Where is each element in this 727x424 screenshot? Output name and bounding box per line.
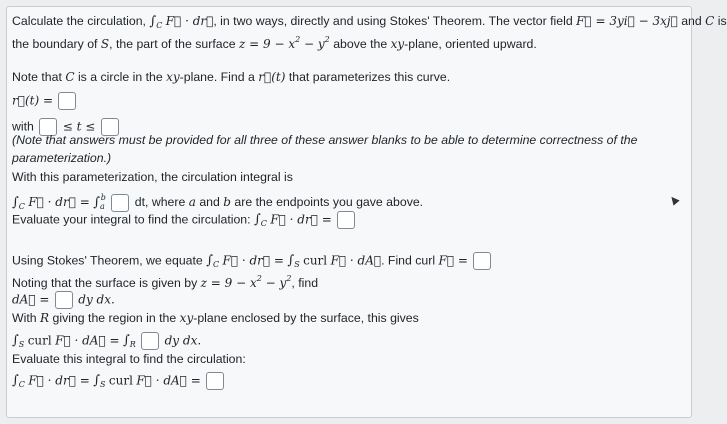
param-integral-line: $\int_C$ F⃗ · dr⃗ = $\int_a^b$ dt, where a and b are the endpoints you gave above. xyxy=(12,193,424,211)
dA-input[interactable] xyxy=(55,291,73,309)
with-R-text-2: giving the region in the xyxy=(52,311,177,325)
stokes-integral-line: $\int_S$ curl F⃗ · dA⃗ = $\int_R$ dy dx. xyxy=(12,333,202,350)
note-param: parameterization.) xyxy=(12,151,112,165)
note-circle-text: Note that xyxy=(12,70,62,84)
intro2-text-4: -plane, oriented upward. xyxy=(404,37,537,51)
noting-text: Noting that the surface is given by xyxy=(12,276,198,290)
dt-where-text: dt, where xyxy=(134,195,186,209)
intro2-text-2: , the part of the surface xyxy=(109,37,236,51)
stokes-text: Using Stokes' Theorem, we equate xyxy=(12,253,203,268)
note-circle-text-4: that parameterizes this curve. xyxy=(288,70,451,84)
dt-endpoints-text: are the endpoints you gave above. xyxy=(234,195,424,209)
integrand-input[interactable] xyxy=(111,194,129,212)
noting-line: Noting that the surface is given by $z = 9 - x^2 - y^2$, find xyxy=(12,274,319,290)
with-R-text-3: -plane enclosed by the surface, this gives xyxy=(193,311,419,325)
intro2-text-3: above the xyxy=(333,37,388,51)
noting-text-2: , find xyxy=(291,276,319,290)
curl-f-input[interactable] xyxy=(473,252,491,270)
dydx2-label: dy dx. xyxy=(164,333,202,348)
r-of-t-line xyxy=(12,92,78,110)
note-circle-text-2: is a circle in the xyxy=(77,70,163,84)
note-circle-text-3: -plane. Find a xyxy=(179,70,255,84)
with-R-text: With xyxy=(12,311,37,325)
evaluate-stokes-line: Evaluate this integral to find the circulation: xyxy=(12,352,246,366)
intro-line-1: Calculate the circulation, $\int_C$ F⃗ · dr⃗, in two ways, directly and using Stokes' Theorem. The vector field F⃗ = 3yi⃗ − 3xj⃗ and C is xyxy=(12,14,727,30)
intro-text: Calculate the circulation, xyxy=(12,14,146,28)
stokes-line: Using Stokes' Theorem, we equate $\int_C$ F⃗ · dr⃗ = $\int_S$ curl F⃗ · dA⃗. Find curl F⃗ = xyxy=(12,252,493,272)
intro-text-2: , in two ways, directly and using Stokes' Theorem. The vector field xyxy=(213,14,573,28)
intro-text-4: is xyxy=(717,14,727,28)
stokes-integrand-input[interactable] xyxy=(141,332,159,350)
t-range-label: ≤ t ≤ xyxy=(62,119,96,134)
note-all-three: (Note that answers must be provided for all three of these answer blanks to be able to determine correctness of the xyxy=(12,133,638,147)
intro-text-3: and xyxy=(681,14,702,28)
dA-label: dA⃗ = xyxy=(12,292,50,307)
dt-and-text: and xyxy=(199,195,220,209)
intro-line-2: the boundary of S, the part of the surface $z = 9 - x^2 - y^2$ above the xy-plane, oriented upward. xyxy=(12,35,537,51)
note-circle-line: Note that C is a circle in the xy-plane. Find a r⃗(t) that parameterizes this curve. xyxy=(12,70,451,84)
r-of-t-input[interactable] xyxy=(58,92,76,110)
intro2-text: the boundary of xyxy=(12,37,98,51)
dA-line xyxy=(12,291,115,309)
final-circulation-line: $\int_C$ F⃗ · dr⃗ = $\int_S$ curl F⃗ · dA⃗ = xyxy=(12,372,226,392)
with-label: with xyxy=(12,119,34,134)
r-of-t-label: r⃗(t) = xyxy=(12,93,53,108)
stokes-text-2: . Find curl xyxy=(381,253,436,268)
with-param-line: With this parameterization, the circulation integral is xyxy=(12,170,293,184)
evaluate-direct-line: Evaluate your integral to find the circulation: $\int_C$ F⃗ · dr⃗ = xyxy=(12,211,357,231)
circulation-direct-input[interactable] xyxy=(337,211,355,229)
circulation-stokes-input[interactable] xyxy=(206,372,224,390)
with-R-line: With R giving the region in the xy-plane enclosed by the surface, this gives xyxy=(12,311,419,325)
dydx-label: dy dx. xyxy=(78,292,115,307)
evaluate-direct-text: Evaluate your integral to find the circulation: xyxy=(12,212,251,227)
